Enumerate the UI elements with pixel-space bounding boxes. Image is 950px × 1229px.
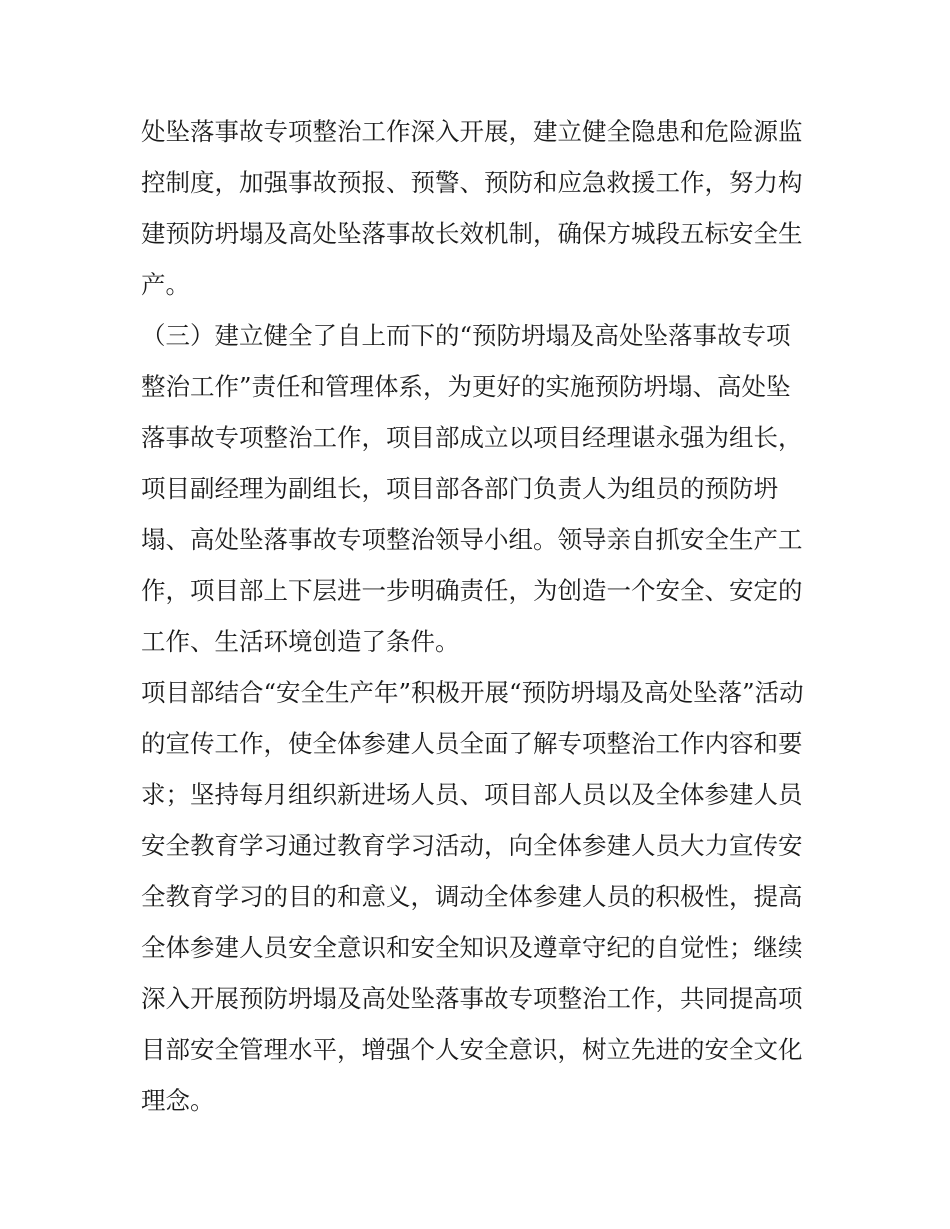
text-line: 整治工作”责任和管理体系，为更好的实施预防坍塌、高处坠 [141,372,791,401]
text-line: 的宣传工作，使全体参建人员全面了解专项整治工作内容和要 [141,729,803,758]
text-line: 全教育学习的目的和意义，调动全体参建人员的积极性，提高 [141,882,803,911]
text-line: 目部安全管理水平，增强个人安全意识，树立先进的安全文化 [141,1035,803,1064]
text-line: 处坠落事故专项整治工作深入开展，建立健全隐患和危险源监 [141,117,803,146]
paragraph-responsibility-system [141,310,821,667]
text-line: 全体参建人员安全意识和安全知识及遵章守纪的自觉性；继续 [141,933,803,962]
text-line: 塌、高处坠落事故专项整治领导小组。领导亲自抓安全生产工 [141,525,803,554]
text-line: 产。 [141,270,190,299]
text-line: 工作、生活环境创造了条件。 [141,627,460,656]
paragraph-safety-education [141,667,821,1126]
paragraph-accident-prevention [141,106,821,310]
text-line: 深入开展预防坍塌及高处坠落事故专项整治工作，共同提高项 [141,984,803,1013]
text-line: 求；坚持每月组织新进场人员、项目部人员以及全体参建人员 [141,780,803,809]
text-line: 控制度，加强事故预报、预警、预防和应急救援工作，努力构 [141,168,803,197]
text-line: 落事故专项整治工作，项目部成立以项目经理谌永强为组长， [141,423,803,452]
text-line: 作，项目部上下层进一步明确责任，为创造一个安全、安定的 [141,576,803,605]
text-line: 理念。 [141,1086,215,1115]
document-body [141,106,821,1126]
text-line: （三）建立健全了自上而下的“预防坍塌及高处坠落事故专项 [141,321,791,350]
text-line: 项目部结合“安全生产年”积极开展“预防坍塌及高处坠落”活动 [141,678,804,707]
text-line: 安全教育学习通过教育学习活动，向全体参建人员大力宣传安 [141,831,803,860]
text-line: 项目副经理为副组长，项目部各部门负责人为组员的预防坍 [141,474,778,503]
text-line: 建预防坍塌及高处坠落事故长效机制，确保方城段五标安全生 [141,219,803,248]
